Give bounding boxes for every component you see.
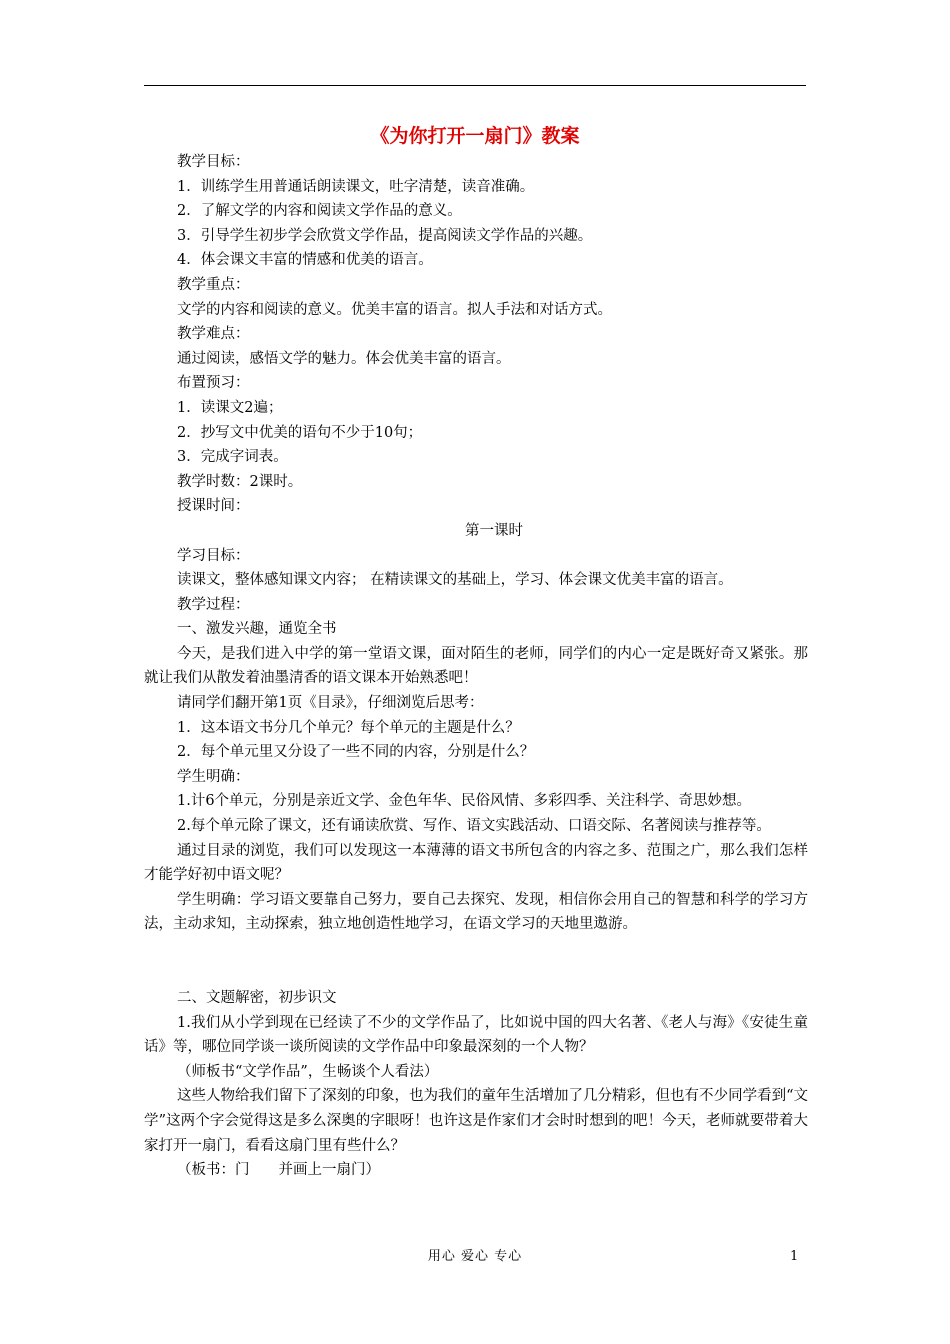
text-line: 通过阅读，感悟文学的魅力。体会优美丰富的语言。 <box>177 350 511 367</box>
paragraph: 这些人物给我们留下了深刻的印象，也为我们的童年生活增加了几分精彩，但也有不少同学看到“文学”这两个字会觉得这是多么深奥的字眼呀！也许这是作家们才会时时想到的吧！今天，老师就要带着大家打开一扇门，看看这扇门里有些什么？ <box>144 1088 808 1154</box>
text-line: 请同学们翻开第1页《目录》，仔细浏览后思考： <box>177 695 484 712</box>
header-rule <box>144 85 806 86</box>
text-line: 2．了解文学的内容和阅读文学作品的意义。 <box>177 203 462 220</box>
text-line: 学习目标： <box>177 547 250 564</box>
text-line: 学生明确： <box>177 768 250 785</box>
text-line: 4．体会课文丰富的情感和优美的语言。 <box>177 252 433 269</box>
text-line: 布置预习： <box>177 375 250 392</box>
text-line: 2．抄写文中优美的语句不少于10句； <box>177 424 423 441</box>
text-line: 文学的内容和阅读的意义。优美丰富的语言。拟人手法和对话方式。 <box>177 301 612 318</box>
text-line: 教学重点： <box>177 276 250 293</box>
text-line: 2．每个单元里又分设了一些不同的内容，分别是什么？ <box>177 744 535 761</box>
document-body <box>144 150 808 1183</box>
text-line: 1．训练学生用普通话朗读课文，吐字清楚，读音准确。 <box>177 178 535 195</box>
spacer <box>144 937 808 986</box>
text-line: 1．读课文2遍； <box>177 399 283 416</box>
text-line: 3．引导学生初步学会欣赏文学作品，提高阅读文学作品的兴趣。 <box>177 227 593 244</box>
paragraph: 通过目录的浏览，我们可以发现这一本薄薄的语文书所包含的内容之多、范围之广，那么我们怎样才能学好初中语文呢？ <box>144 842 808 884</box>
document-title: 《为你打开一扇门》教案 <box>370 125 580 147</box>
paragraph: 今天，是我们进入中学的第一堂语文课，面对陌生的老师，同学们的内心一定是既好奇又紧张。那就让我们从散发着油墨清香的语文课本开始熟悉吧！ <box>144 645 808 687</box>
text-line: 一、激发兴趣，通览全书 <box>177 621 337 638</box>
paragraph: 1.我们从小学到现在已经读了不少的文学作品了，比如说中国的四大名著、《老人与海》《安徒生童话》等，哪位同学谈一谈所阅读的文学作品中印象最深刻的一个人物？ <box>144 1014 808 1056</box>
text-line: 3．完成字词表。 <box>177 449 288 466</box>
text-line: 授课时间： <box>177 498 250 515</box>
text-line: 1.计6个单元，分别是亲近文学、金色年华、民俗风情、多彩四季、关注科学、奇思妙想。 <box>177 793 752 810</box>
section-heading: 第一课时 <box>465 522 523 539</box>
section-heading: 二、文题解密，初步识文 <box>177 990 337 1006</box>
paragraph: 2.每个单元除了课文，还有诵读欣赏、写作、语文实践活动、口语交际、名著阅读与推荐等。 <box>177 818 771 835</box>
board-note: （师板书“文学作品”，生畅谈个人看法） <box>177 1063 439 1080</box>
paragraph: 学生明确：学习语文要靠自己努力，要自己去探究、发现，相信你会用自己的智慧和科学的学习方法，主动求知，主动探索，独立地创造性地学习，在语文学习的天地里遨游。 <box>144 891 808 933</box>
text-line: 读课文，整体感知课文内容； 在精读课文的基础上，学习、体会课文优美丰富的语言。 <box>177 572 733 589</box>
text-line: 教学时数：2课时。 <box>177 473 303 490</box>
page-number: 1 <box>790 1249 799 1264</box>
text-line: 教学过程： <box>177 596 250 613</box>
page-footer: 用心 爱心 专心 <box>427 1249 523 1264</box>
text-line: 教学难点： <box>177 326 250 343</box>
board-note: （板书：门 并画上一扇门） <box>177 1162 380 1179</box>
text-line: 1．这本语文书分几个单元？每个单元的主题是什么？ <box>177 719 520 736</box>
text-line: 教学目标： <box>177 154 250 170</box>
